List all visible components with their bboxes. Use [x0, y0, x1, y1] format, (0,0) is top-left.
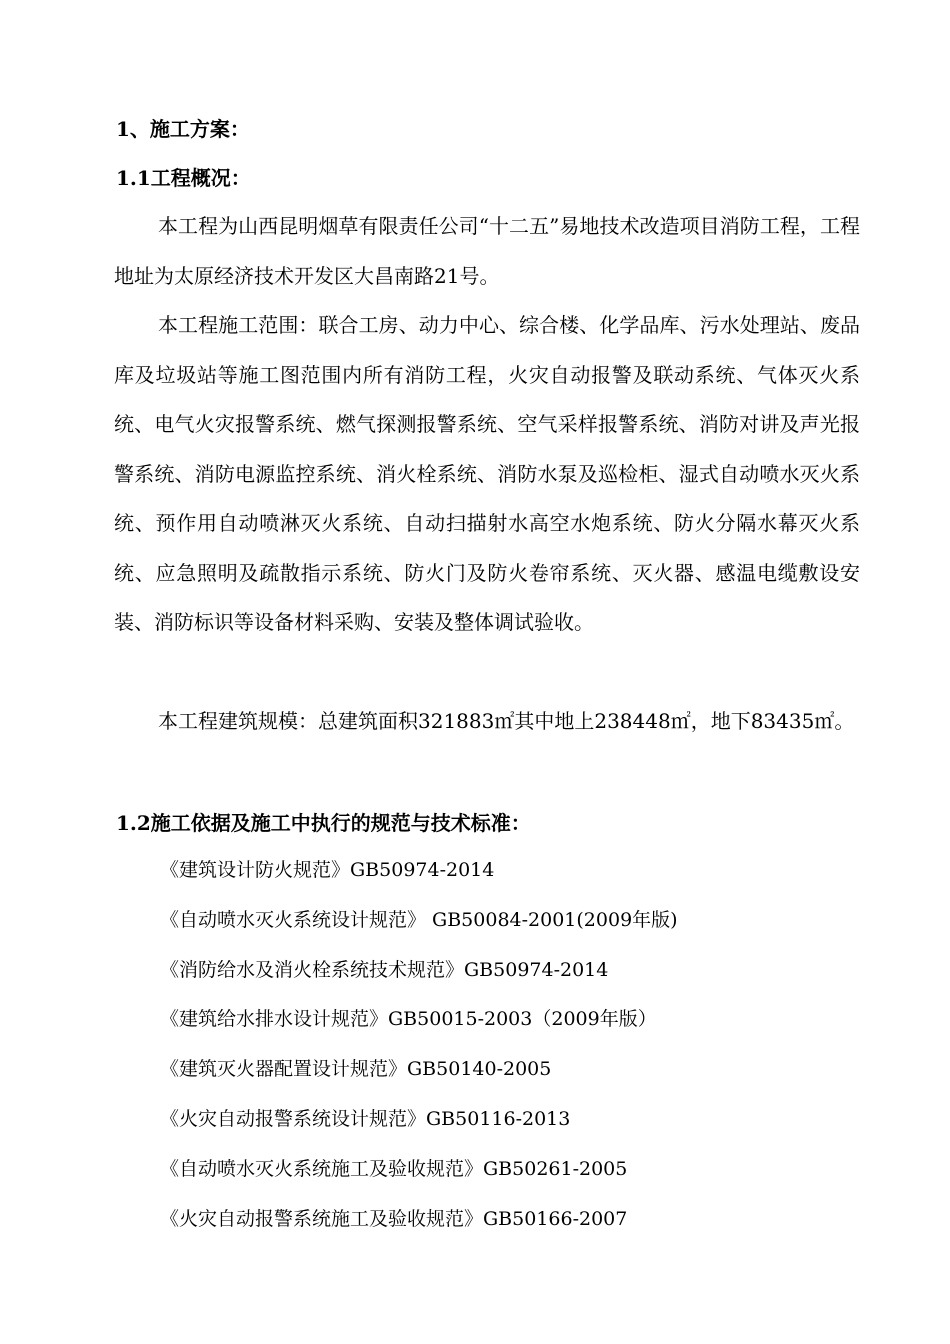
standard-item: 《建筑设计防火规范》GB50974-2014: [160, 859, 495, 881]
standard-item: 《建筑灭火器配置设计规范》GB50140-2005: [160, 1058, 552, 1081]
standard-item: 《建筑给水排水设计规范》GB50015-2003（2009年版）: [160, 1008, 657, 1031]
standard-item: 《自动喷水灭火系统施工及验收规范》GB50261-2005: [160, 1157, 628, 1180]
section-1-2-heading: 1.2施工依据及施工中执行的规范与技术标准：: [116, 811, 531, 835]
standard-item: 《消防给水及消火栓系统技术规范》GB50974-2014: [160, 958, 609, 981]
standards-list: [160, 858, 678, 1256]
standard-item: 《自动喷水灭火系统设计规范》 GB50084-2001(2009年版): [160, 908, 678, 931]
standard-item: 《火灾自动报警系统施工及验收规范》GB50166-2007: [160, 1207, 628, 1230]
section-1-1-heading: 1.1工程概况：: [116, 166, 251, 190]
project-overview-paragraph: 本工程为山西昆明烟草有限责任公司“十二五”易地技术改造项目消防工程，工程地址为太原经济技术开发区大昌南路21号。: [114, 214, 860, 288]
building-scale-paragraph: 本工程建筑规模：总建筑面积321883㎡其中地上238448㎡，地下83435㎡。: [158, 709, 855, 733]
standard-item: 《火灾自动报警系统设计规范》GB50116-2013: [160, 1107, 571, 1130]
construction-scope-paragraph: 本工程施工范围：联合工房、动力中心、综合楼、化学品库、污水处理站、废品库及垃圾站等施工图范围内所有消防工程，火灾自动报警及联动系统、气体灭火系统、电气火灾报警系统、燃气探测报警系统、空气采样报警系统、消防对讲及声光报警系统、消防电源监控系统、消火栓系统、消防水泵及巡检柜、湿式自动喷水灭火系统、预作用自动喷淋灭火系统、自动扫描射水高空水炮系统、防火分隔水幕灭火系统、应急照明及疏散指示系统、防火门及防火卷帘系统、灭火器、感温电缆敷设安装、消防标识等设备材料采购、安装及整体调试验收。: [114, 313, 860, 634]
section-1-heading: 1、施工方案：: [116, 117, 250, 141]
